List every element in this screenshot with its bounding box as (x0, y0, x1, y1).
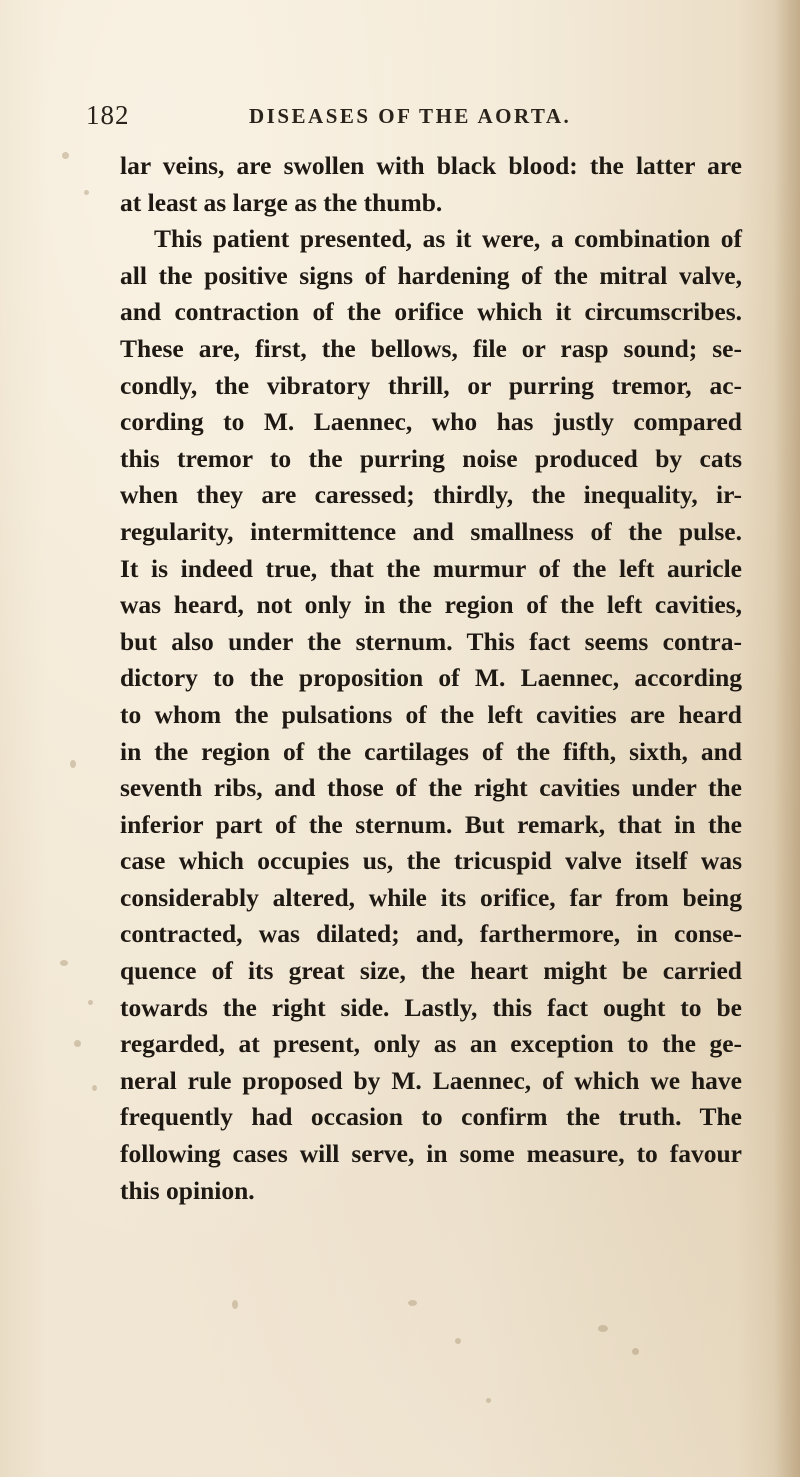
text-line: lar veins, are swollen with black blood: the latter are (120, 151, 742, 180)
paper-speck (62, 152, 69, 159)
text-line: all the positive signs of hardening of the mitral valve, (120, 260, 742, 290)
text-line: frequently had occasion to confirm the truth. The (120, 1102, 742, 1132)
text-line: seventh ribs, and those of the right cavities under the (120, 773, 742, 803)
text-line: towards the right side. Lastly, this fact ought to be (120, 992, 742, 1022)
text-line: but also under the sternum. This fact seems contra- (120, 626, 742, 656)
paper-speck (70, 760, 76, 768)
text-line: when they are caressed; thirdly, the inequality, ir- (120, 480, 742, 510)
text-line: case which occupies us, the tricuspid valve itself was (120, 846, 742, 876)
text-line: this tremor to the purring noise produced by cats (120, 443, 742, 473)
text-line: at least as large as the thumb. (120, 187, 443, 217)
paper-speck (486, 1398, 491, 1403)
page-header (86, 100, 586, 140)
running-head: DISEASES OF THE AORTA. (249, 104, 572, 128)
text-line: It is indeed true, that the murmur of the left auricle (120, 553, 742, 583)
paper-speck (92, 1085, 97, 1091)
paragraph-first-line: This patient presented, as it were, a combination of (154, 224, 742, 254)
text-line: considerably altered, while its orifice, far from being (120, 882, 742, 912)
paper-speck (598, 1325, 608, 1332)
text-line: inferior part of the sternum. But remark, that in the (120, 809, 742, 839)
text-line: quence of its great size, the heart might be carried (120, 956, 742, 986)
body-text (120, 148, 742, 1209)
paper-speck (408, 1300, 417, 1306)
paper-speck (74, 1040, 81, 1047)
paper-speck (60, 960, 68, 966)
text-line: neral rule proposed by M. Laennec, of which we have (120, 1065, 742, 1095)
text-line: contracted, was dilated; and, farthermore, in conse- (120, 919, 742, 949)
paper-speck (632, 1348, 639, 1355)
text-line: dictory to the proposition of M. Laennec, according (120, 663, 742, 693)
text-line: this opinion. (120, 1175, 255, 1205)
paper-speck (232, 1300, 238, 1309)
text-line: regularity, intermittence and smallness of the pulse. (120, 516, 742, 546)
text-line: to whom the pulsations of the left cavities are heard (120, 699, 742, 729)
text-line: following cases will serve, in some measure, to favour (120, 1139, 742, 1169)
text-line: These are, first, the bellows, file or rasp sound; se- (120, 333, 742, 363)
paper-speck (455, 1338, 461, 1344)
text-line: condly, the vibratory thrill, or purring tremor, ac- (120, 370, 742, 400)
page-edge-shadow (774, 0, 800, 1477)
paper-speck (88, 1000, 93, 1005)
text-line: in the region of the cartilages of the fifth, sixth, and (120, 736, 742, 766)
text-line: regarded, at present, only as an exception to the ge- (120, 1029, 742, 1059)
page-number: 182 (86, 100, 130, 130)
paper-speck (84, 190, 89, 195)
text-line: cording to M. Laennec, who has justly compared (120, 407, 742, 437)
text-line: and contraction of the orifice which it circumscribes. (120, 297, 742, 327)
text-line: was heard, not only in the region of the left cavities, (120, 590, 742, 620)
